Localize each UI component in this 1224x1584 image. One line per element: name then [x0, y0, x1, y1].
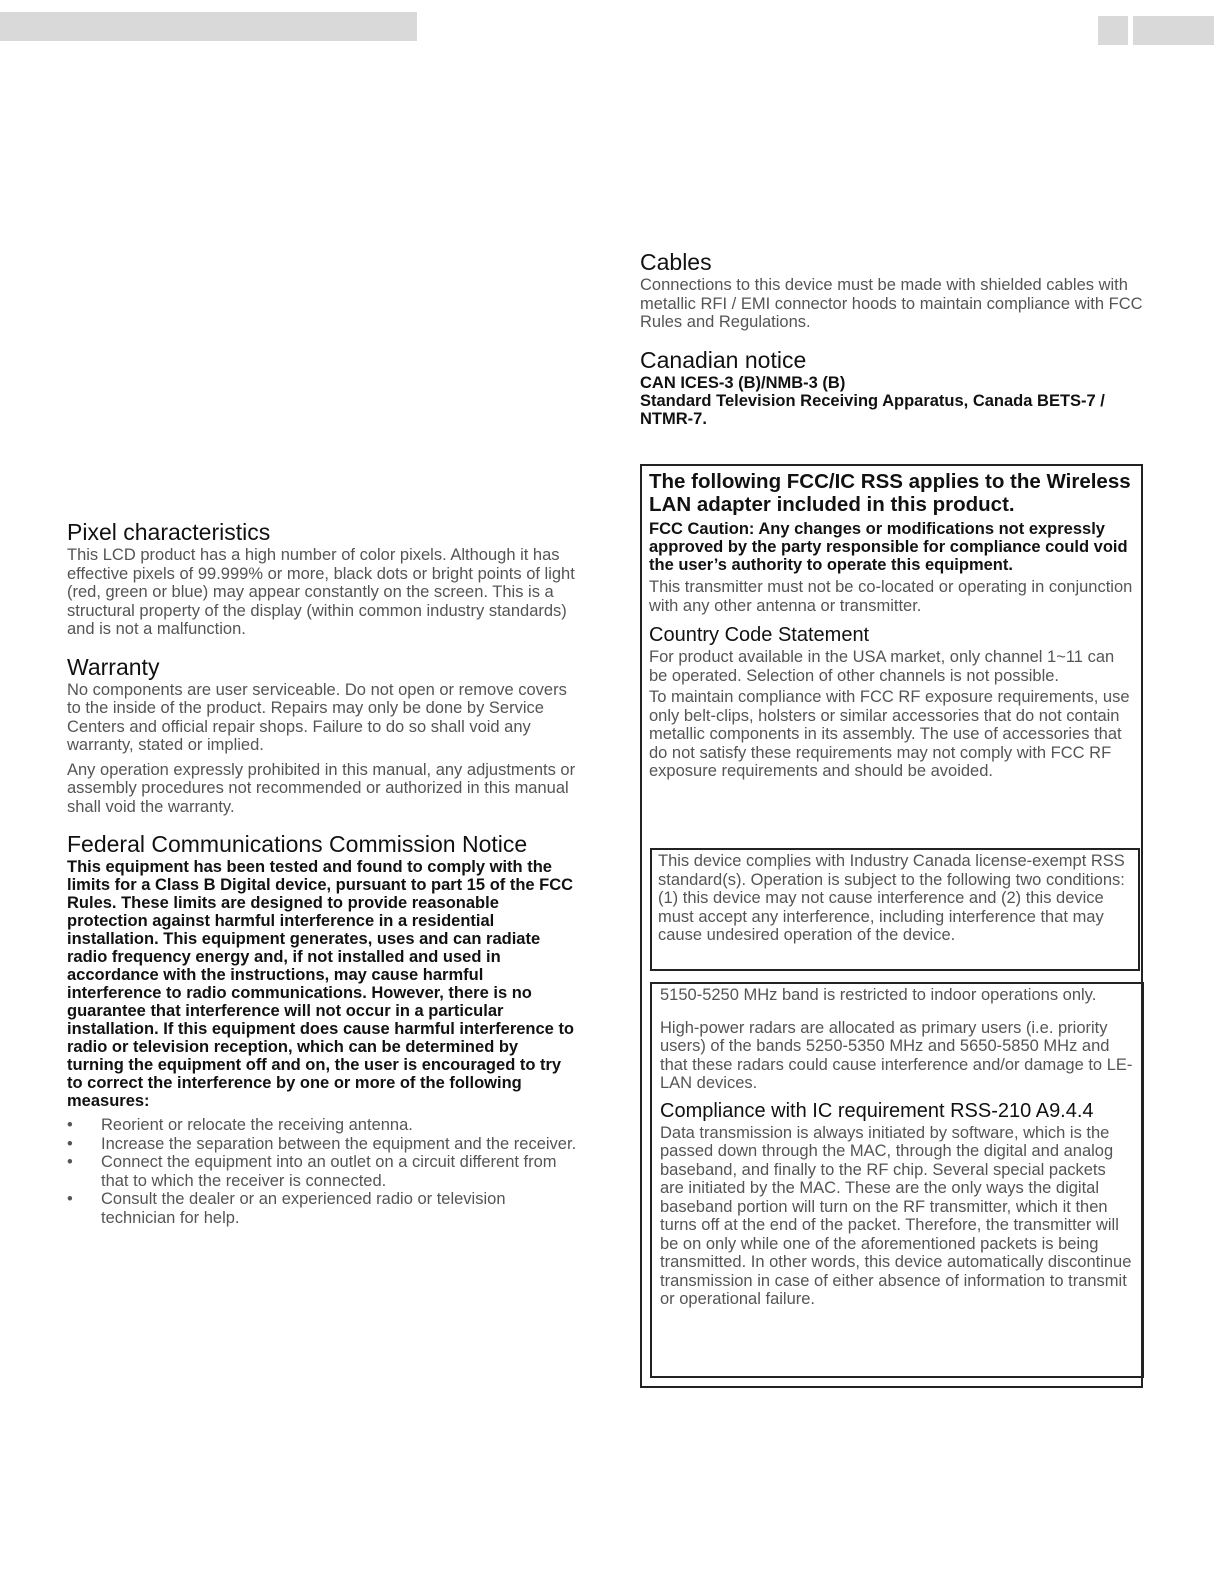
list-item: [67, 1116, 577, 1135]
right-column: [640, 248, 1145, 428]
pixel-body: This LCD product has a high number of color pixels. Although it has effective pixels of 99.999% or more, black dots or bright points of light (red, green or blue) may appear constantly on the screen. This is a structural property of the display (within common industry standards) and is not a malfunction.: [67, 546, 575, 638]
list-item-text: Consult the dealer or an experienced radio or television technician for help.: [101, 1190, 506, 1227]
rss-body: Data transmission is always initiated by software, which is the passed down through the MAC, through the digital and analog baseband, and finally to the RF chip. Several special packets are initiated by the MAC. These are the only ways the digital baseband portion will turn on the RF transmitter, which it then turns off at the end of the packet. Therefore, the transmitter will be on only while one of the aforementioned packets is being transmitted. In other words, this device automatically discontinue transmission in case of either absence of information to transmit or operational failure.: [660, 1123, 1132, 1308]
warranty-body-1: No components are user serviceable. Do not open or remove covers to the inside of the product. Repairs may only be done by Service Centers and official repair shops. Failure to do so shall void any warranty, stated or implied.: [67, 680, 567, 754]
fcc-box-content: [649, 470, 1137, 781]
pixel-section: [67, 518, 577, 639]
fcc-notice-heading: Federal Communications Commission Notice: [67, 831, 528, 857]
bullet-icon: •: [67, 1134, 73, 1153]
bullet-icon: •: [67, 1190, 73, 1208]
country-code-heading: Country Code Statement: [649, 624, 870, 646]
band-restriction-box: [650, 982, 1144, 1378]
warranty-body-2: Any operation expressly prohibited in this manual, any adjustments or assembly procedures not recommended or authorized in this manual shall void the warranty.: [67, 760, 576, 816]
canadian-section: [640, 346, 1145, 428]
list-item-text: Reorient or relocate the receiving antenna.: [101, 1116, 413, 1134]
rss-heading: Compliance with IC requirement RSS-210 A9.4.4: [660, 1099, 1094, 1122]
list-item-text: Connect the equipment into an outlet on a circuit different from that to which the receiver is connected.: [101, 1153, 557, 1190]
list-item: [67, 1135, 577, 1154]
ic-statement-box: [650, 848, 1140, 971]
band-note-1: 5150-5250 MHz band is restricted to indoor operations only.: [660, 986, 1097, 1004]
canadian-line-1: CAN ICES-3 (B)/NMB-3 (B): [640, 373, 846, 392]
list-item-text: Increase the separation between the equipment and the receiver.: [101, 1134, 577, 1153]
cables-heading: Cables: [640, 249, 712, 275]
header-section-box: [1133, 16, 1214, 45]
fcc-notice-body: This equipment has been tested and found to comply with the limits for a Class B Digital device, pursuant to part 15 of the FCC Rules. These limits are designed to provide reasonable protection against harmful interference in a residential installation. This equipment generates, uses and can radiate radio frequency energy and, if not installed and used in accordance with the instructions, may cause harmful interference to radio communications. However, there is no guarantee that interference will not occur in a particular installation. If this equipment does cause harmful interference to radio or television reception, which can be determined by turning the equipment off and on, the user is encouraged to try to correct the interference by one or more of the following measures:: [67, 858, 575, 1110]
warranty-section: [67, 653, 577, 817]
fcc-measures-list: [67, 1116, 577, 1227]
fcc-box-title: The following FCC/IC RSS applies to the Wireless LAN adapter included in this product.: [649, 470, 1131, 516]
header-page-box: [1098, 16, 1128, 45]
canadian-line-2: Standard Television Receiving Apparatus, Canada BETS-7 / NTMR-7.: [640, 391, 1105, 428]
fcc-ic-box: [640, 464, 1143, 1388]
warranty-heading: Warranty: [67, 653, 160, 680]
rf-exposure-body: To maintain compliance with FCC RF exposure requirements, use only belt-clips, holsters or similar accessories that do not contain metallic components in its assembly. The use of accessories that do not satisfy these requirements may not comply with FCC RF exposure requirements and should be avoided.: [649, 688, 1130, 780]
transmitter-note: This transmitter must not be co-located or operating in conjunction with any other antenna or transmitter.: [649, 578, 1133, 615]
band-note-2: High-power radars are allocated as primary users (i.e. priority users) of the bands 5250-5350 MHz and 5650-5850 MHz and that these radars could cause interference and/or damage to LE-LAN devices.: [660, 1018, 1133, 1092]
left-column: [67, 518, 577, 1227]
cables-body: Connections to this device must be made with shielded cables with metallic RFI / EMI connector hoods to maintain compliance with FCC Rules and Regulations.: [640, 276, 1143, 331]
canadian-heading: Canadian notice: [640, 346, 807, 373]
pixel-heading: Pixel characteristics: [67, 519, 271, 545]
bullet-icon: •: [67, 1153, 73, 1171]
fcc-notice-section: [67, 830, 577, 1227]
header-bar: [0, 12, 417, 41]
cables-section: [640, 248, 1145, 332]
list-item: [67, 1190, 577, 1227]
bullet-icon: •: [67, 1116, 73, 1134]
country-code-body: For product available in the USA market, only channel 1~11 can be operated. Selection of other channels is not possible.: [649, 648, 1115, 685]
fcc-caution: FCC Caution: Any changes or modifications not expressly approved by the party responsible for compliance could void the user’s authority to operate this equipment.: [649, 520, 1128, 574]
ic-statement: This device complies with Industry Canada license-exempt RSS standard(s). Operation is subject to the following two conditions: (1) this device may not cause interference and (2) this device must accept any interference, including interference that may cause undesired operation of the device.: [658, 852, 1125, 944]
list-item: [67, 1153, 577, 1190]
